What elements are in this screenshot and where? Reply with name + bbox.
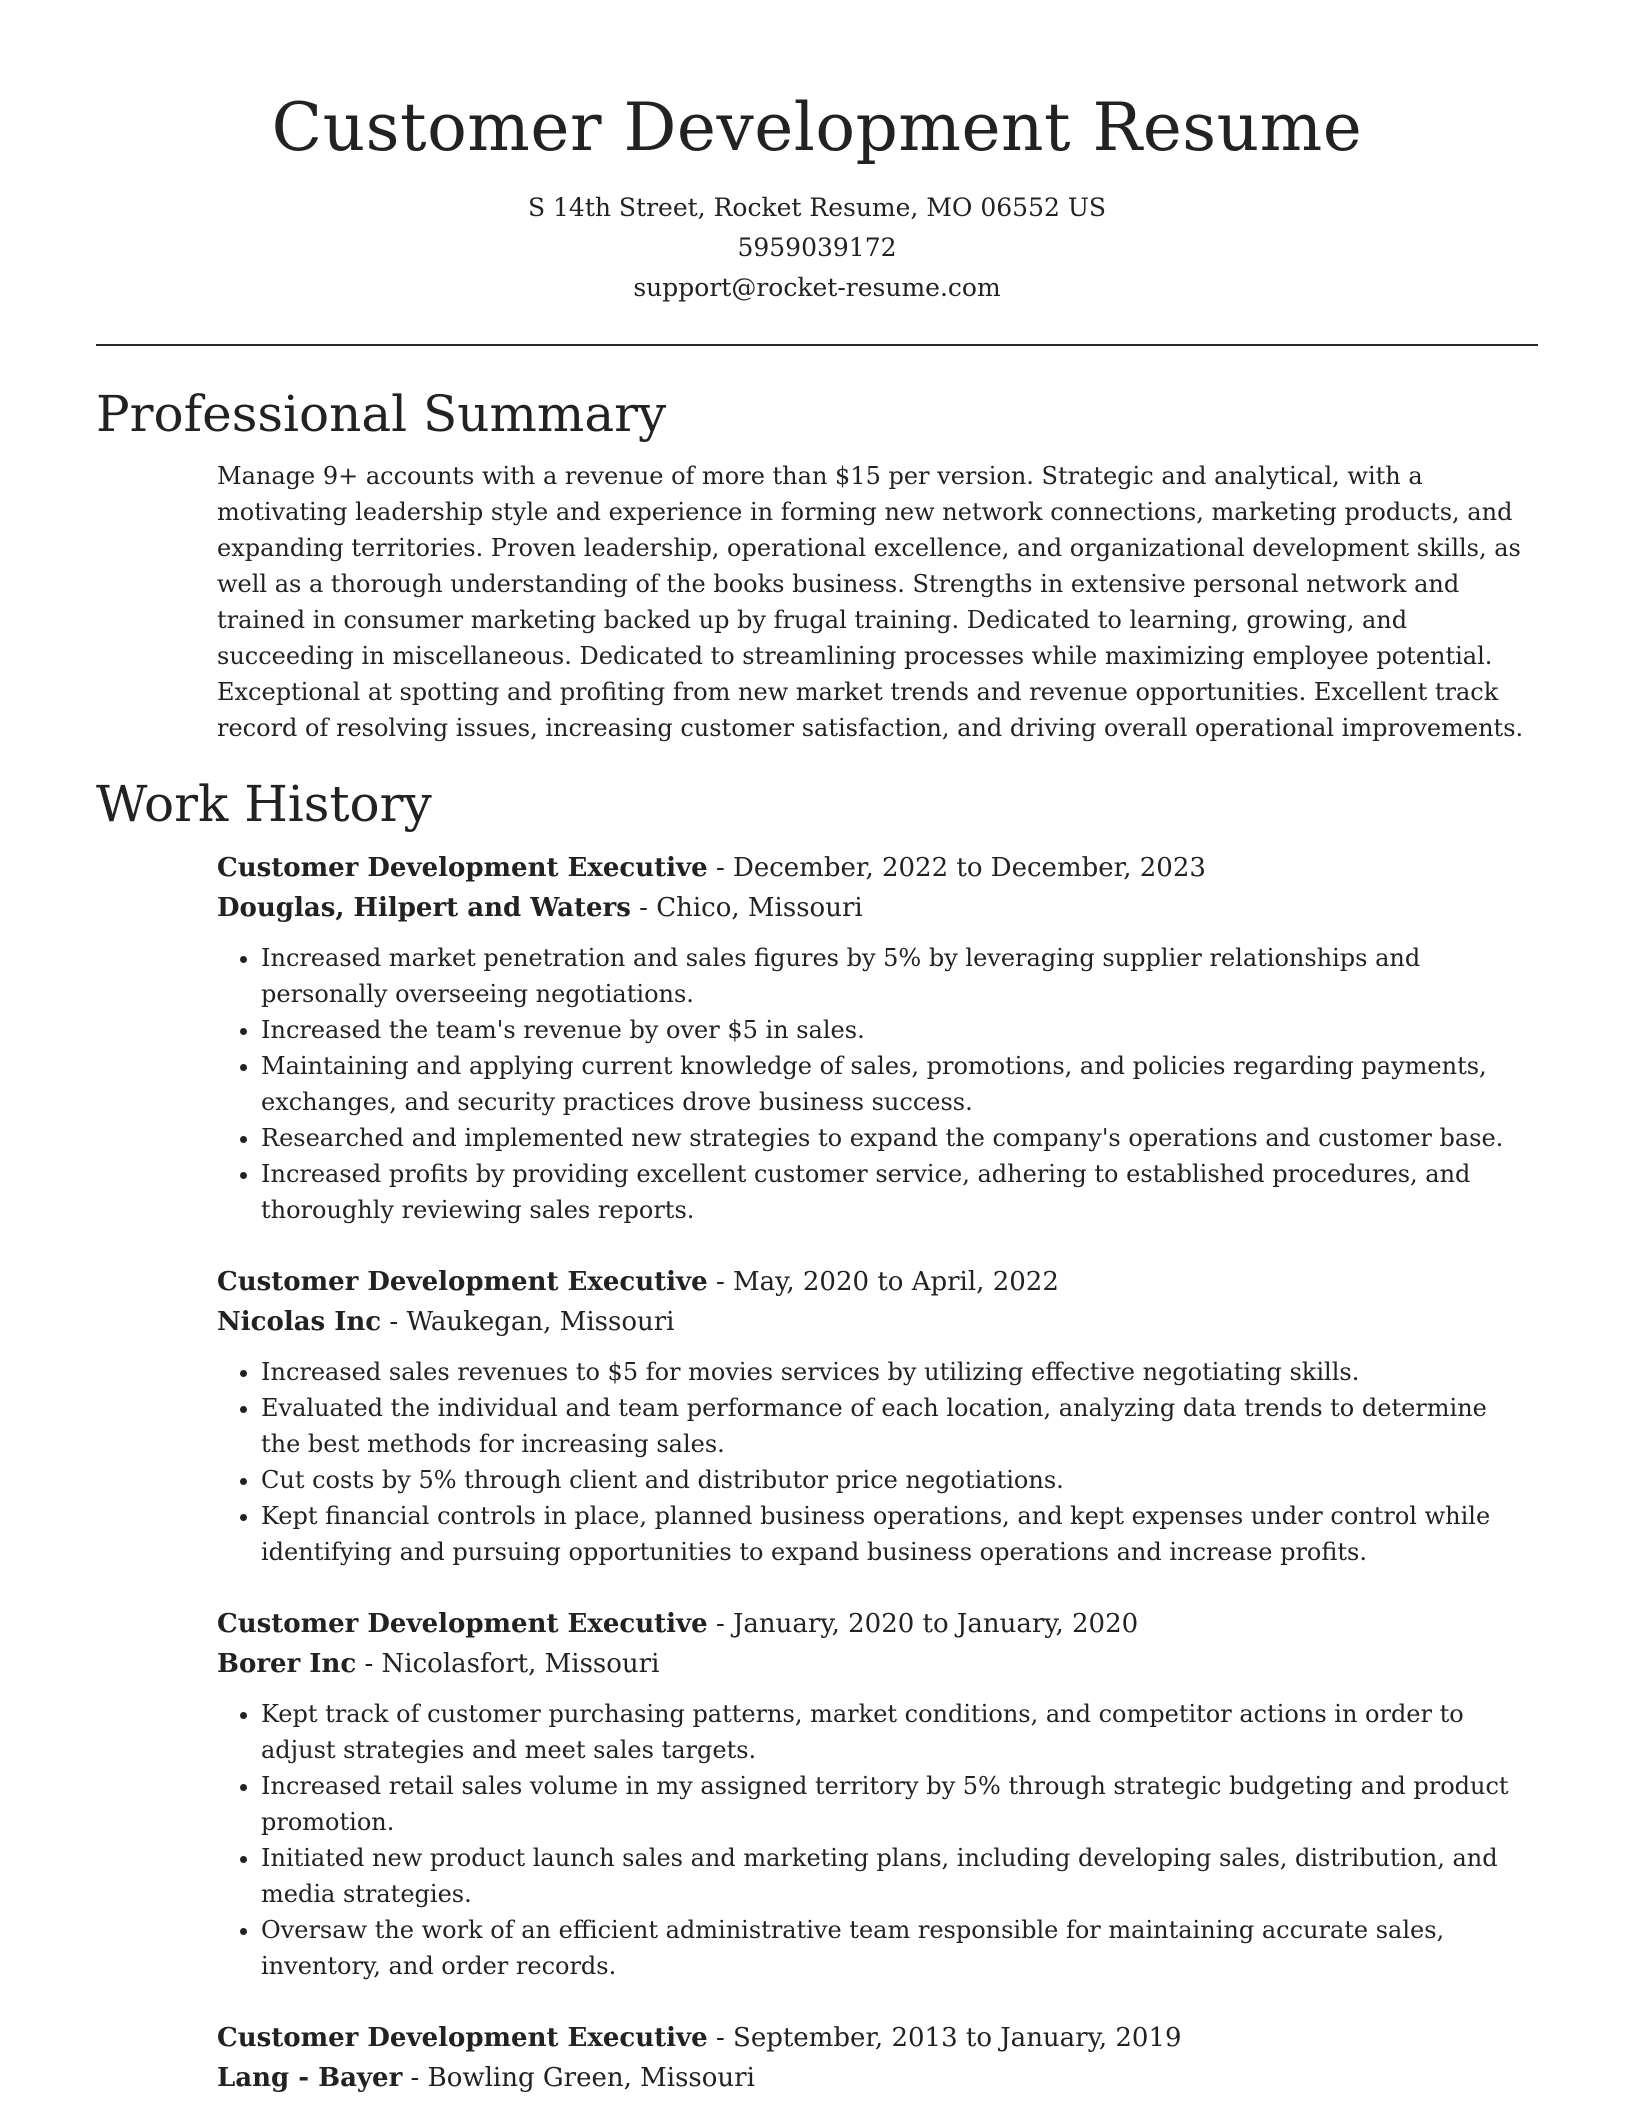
job-company-line xyxy=(217,888,1528,928)
job-bullet: • Evaluated the individual and team performance of each location, analyzing data trends to determine the best methods for increasing sales. xyxy=(261,1390,1528,1462)
job-role-line xyxy=(217,2018,1528,2058)
job-location: - Bowling Green, Missouri xyxy=(402,2063,755,2093)
job-location: - Waukegan, Missouri xyxy=(381,1307,675,1337)
job-bullet: • Kept financial controls in place, planned business operations, and kept expenses under control while identifying and pursuing opportunities to expand business operations and increase profits. xyxy=(261,1498,1528,1570)
job-dates: - January, 2020 to January, 2020 xyxy=(707,1609,1139,1639)
address-text: S 14th Street, Rocket Resume, MO 06552 US xyxy=(527,193,1107,222)
job-bullets xyxy=(217,940,1528,1228)
job-company: Lang - Bayer xyxy=(217,2063,403,2093)
job-role: Customer Development Executive xyxy=(217,1609,708,1639)
job-dates: - May, 2020 to April, 2022 xyxy=(707,1267,1059,1297)
job-entry xyxy=(217,2018,1528,2098)
summary-heading: Professional Summary xyxy=(96,385,667,443)
job-company: Douglas, Hilpert and Waters xyxy=(217,893,631,923)
job-company-line xyxy=(217,1644,1528,1684)
summary-paragraph: Manage 9+ accounts with a revenue of more than $15 per version. Strategic and analytical, with a motivating leadership style and experience in forming new network connections, marketing products, and expanding territories. Proven leadership, operational excellence, and organizational development skills, as well as a thorough understanding of the books business. Strengths in extensive personal network and trained in consumer marketing backed up by frugal training. Dedicated to learning, growing, and succeeding in miscellaneous. Dedicated to streamlining processes while maximizing employee potential. Exceptional at spotting and profiting from new market trends and revenue opportunities. Excellent track record of resolving issues, increasing customer satisfaction, and driving overall operational improvements. xyxy=(217,462,1524,742)
resume-header xyxy=(96,0,1538,308)
resume-title: Customer Development Resume xyxy=(271,89,1363,166)
job-bullet: • Increased the team's revenue by over $5 in sales. xyxy=(261,1012,1528,1048)
job-entry xyxy=(217,1604,1528,1984)
job-bullet: • Cut costs by 5% through client and distributor price negotiations. xyxy=(261,1462,1528,1498)
job-dates: - December, 2022 to December, 2023 xyxy=(707,853,1206,883)
job-company-line xyxy=(217,1302,1528,1342)
job-list xyxy=(217,848,1528,2098)
job-bullets xyxy=(217,1354,1528,1570)
job-bullets xyxy=(217,1696,1528,1984)
work-history-heading: Work History xyxy=(96,775,432,833)
job-bullet: • Initiated new product launch sales and marketing plans, including developing sales, distribution, and media strategies. xyxy=(261,1840,1528,1912)
job-bullet: • Increased retail sales volume in my assigned territory by 5% through strategic budgeting and product promotion. xyxy=(261,1768,1528,1840)
header-divider xyxy=(96,344,1538,346)
job-role: Customer Development Executive xyxy=(217,853,708,883)
job-role-line xyxy=(217,1604,1528,1644)
job-bullet: • Oversaw the work of an efficient administrative team responsible for maintaining accurate sales, inventory, and order records. xyxy=(261,1912,1528,1984)
job-bullet: • Increased sales revenues to $5 for movies services by utilizing effective negotiating skills. xyxy=(261,1354,1528,1390)
job-entry xyxy=(217,1262,1528,1570)
job-location: - Nicolasfort, Missouri xyxy=(356,1649,660,1679)
job-bullet: • Maintaining and applying current knowledge of sales, promotions, and policies regarding payments, exchanges, and security practices drove business success. xyxy=(261,1048,1528,1120)
job-role-line xyxy=(217,1262,1528,1302)
email-text: support@rocket-resume.com xyxy=(633,273,1001,302)
phone-text: 5959039172 xyxy=(737,233,897,262)
job-role: Customer Development Executive xyxy=(217,1267,708,1297)
job-role: Customer Development Executive xyxy=(217,2023,708,2053)
job-company-line xyxy=(217,2058,1528,2098)
job-entry xyxy=(217,848,1528,1228)
contact-block xyxy=(96,188,1538,308)
job-location: - Chico, Missouri xyxy=(630,893,863,923)
job-dates: - September, 2013 to January, 2019 xyxy=(707,2023,1182,2053)
job-bullet: • Increased profits by providing excellent customer service, adhering to established procedures, and thoroughly reviewing sales reports. xyxy=(261,1156,1528,1228)
job-bullet: • Kept track of customer purchasing patterns, market conditions, and competitor actions in order to adjust strategies and meet sales targets. xyxy=(261,1696,1528,1768)
job-role-line xyxy=(217,848,1528,888)
job-bullet: • Increased market penetration and sales figures by 5% by leveraging supplier relationships and personally overseeing negotiations. xyxy=(261,940,1528,1012)
job-company: Nicolas Inc xyxy=(217,1307,382,1337)
resume-page xyxy=(96,0,1538,2112)
job-company: Borer Inc xyxy=(217,1649,357,1679)
job-bullet: • Researched and implemented new strategies to expand the company's operations and customer base. xyxy=(261,1120,1528,1156)
